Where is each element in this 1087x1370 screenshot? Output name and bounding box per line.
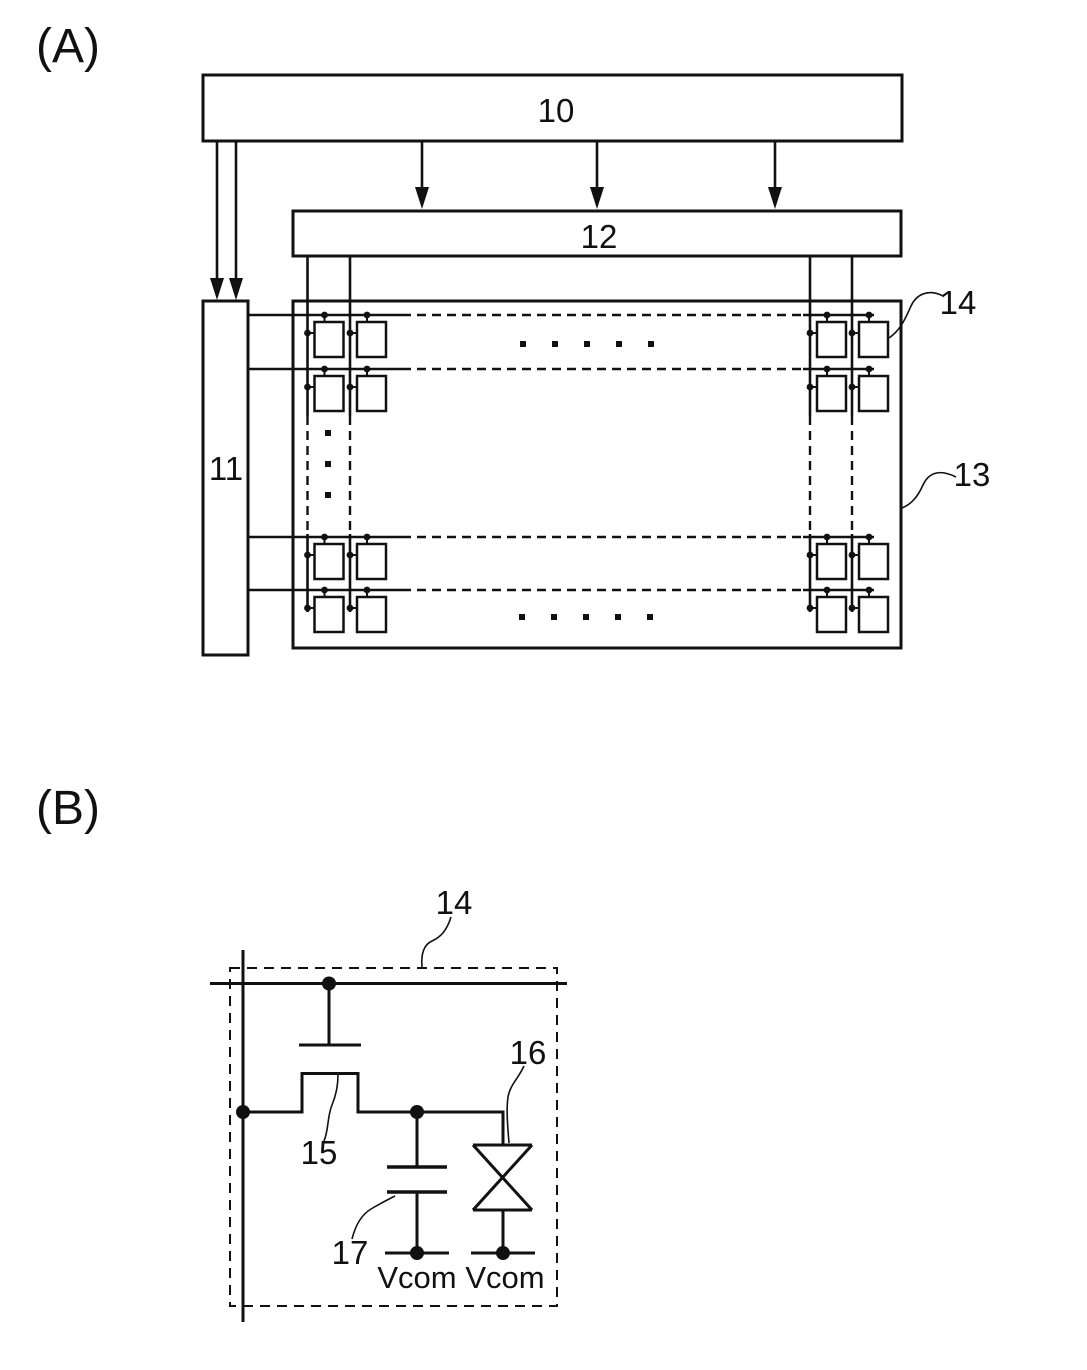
ellipsis-column-left — [325, 430, 331, 498]
vcom-terminal-left — [385, 1246, 449, 1260]
ref-13: 13 — [953, 456, 991, 493]
pixel-cell — [807, 366, 846, 411]
ref-14b-leader — [422, 917, 451, 967]
ref-12: 12 — [580, 218, 618, 255]
arrow-10-to-11-a — [210, 141, 224, 300]
ellipsis-row-top — [520, 341, 654, 347]
panel-a-label: (A) — [36, 20, 100, 73]
ref-17: 17 — [331, 1234, 369, 1271]
pixel-cell — [347, 312, 386, 357]
liquid-crystal-element — [473, 1145, 532, 1253]
ellipsis-row-bottom — [519, 614, 653, 620]
ref-14a: 14 — [939, 284, 977, 321]
arrow-10-to-12-b — [590, 141, 604, 209]
arrow-10-to-11-b — [229, 141, 243, 300]
ref-15: 15 — [300, 1134, 338, 1171]
pixel-cell — [304, 312, 343, 357]
ref-14b: 14 — [435, 884, 473, 921]
arrow-10-to-12-c — [768, 141, 782, 209]
ref-16: 16 — [509, 1034, 547, 1071]
vcom-terminal-right — [471, 1246, 535, 1260]
transistor-channel — [243, 1074, 503, 1146]
pixel-cell — [807, 534, 846, 579]
ref-13-leader — [902, 473, 956, 508]
ref-17-leader — [352, 1196, 395, 1239]
pixel-cell — [347, 587, 386, 632]
vcom-label-right: Vcom — [465, 1260, 545, 1295]
ref-15-leader — [324, 1075, 338, 1141]
pixel-cell — [807, 312, 846, 357]
pixel-cell — [849, 312, 888, 357]
pixel-cell — [807, 587, 846, 632]
ref-16-leader — [507, 1066, 524, 1143]
pixel-cell — [849, 587, 888, 632]
pixel-cell — [304, 534, 343, 579]
ref-10: 10 — [537, 92, 575, 129]
vcom-label-left: Vcom — [377, 1260, 457, 1295]
pixel-cell — [304, 587, 343, 632]
panel-a — [36, 20, 990, 655]
storage-capacitor — [387, 1112, 447, 1253]
pixel-cell — [347, 366, 386, 411]
source-node-dot — [236, 1105, 250, 1119]
pixel-cell — [304, 366, 343, 411]
pixel-cell — [347, 534, 386, 579]
pixel-cell — [849, 366, 888, 411]
pixel-cell — [849, 534, 888, 579]
panel-b-label: (B) — [36, 782, 100, 835]
ref-14a-leader — [889, 293, 943, 338]
panel-b — [36, 782, 567, 1322]
ref-11: 11 — [208, 450, 244, 487]
arrow-10-to-12-a — [415, 141, 429, 209]
